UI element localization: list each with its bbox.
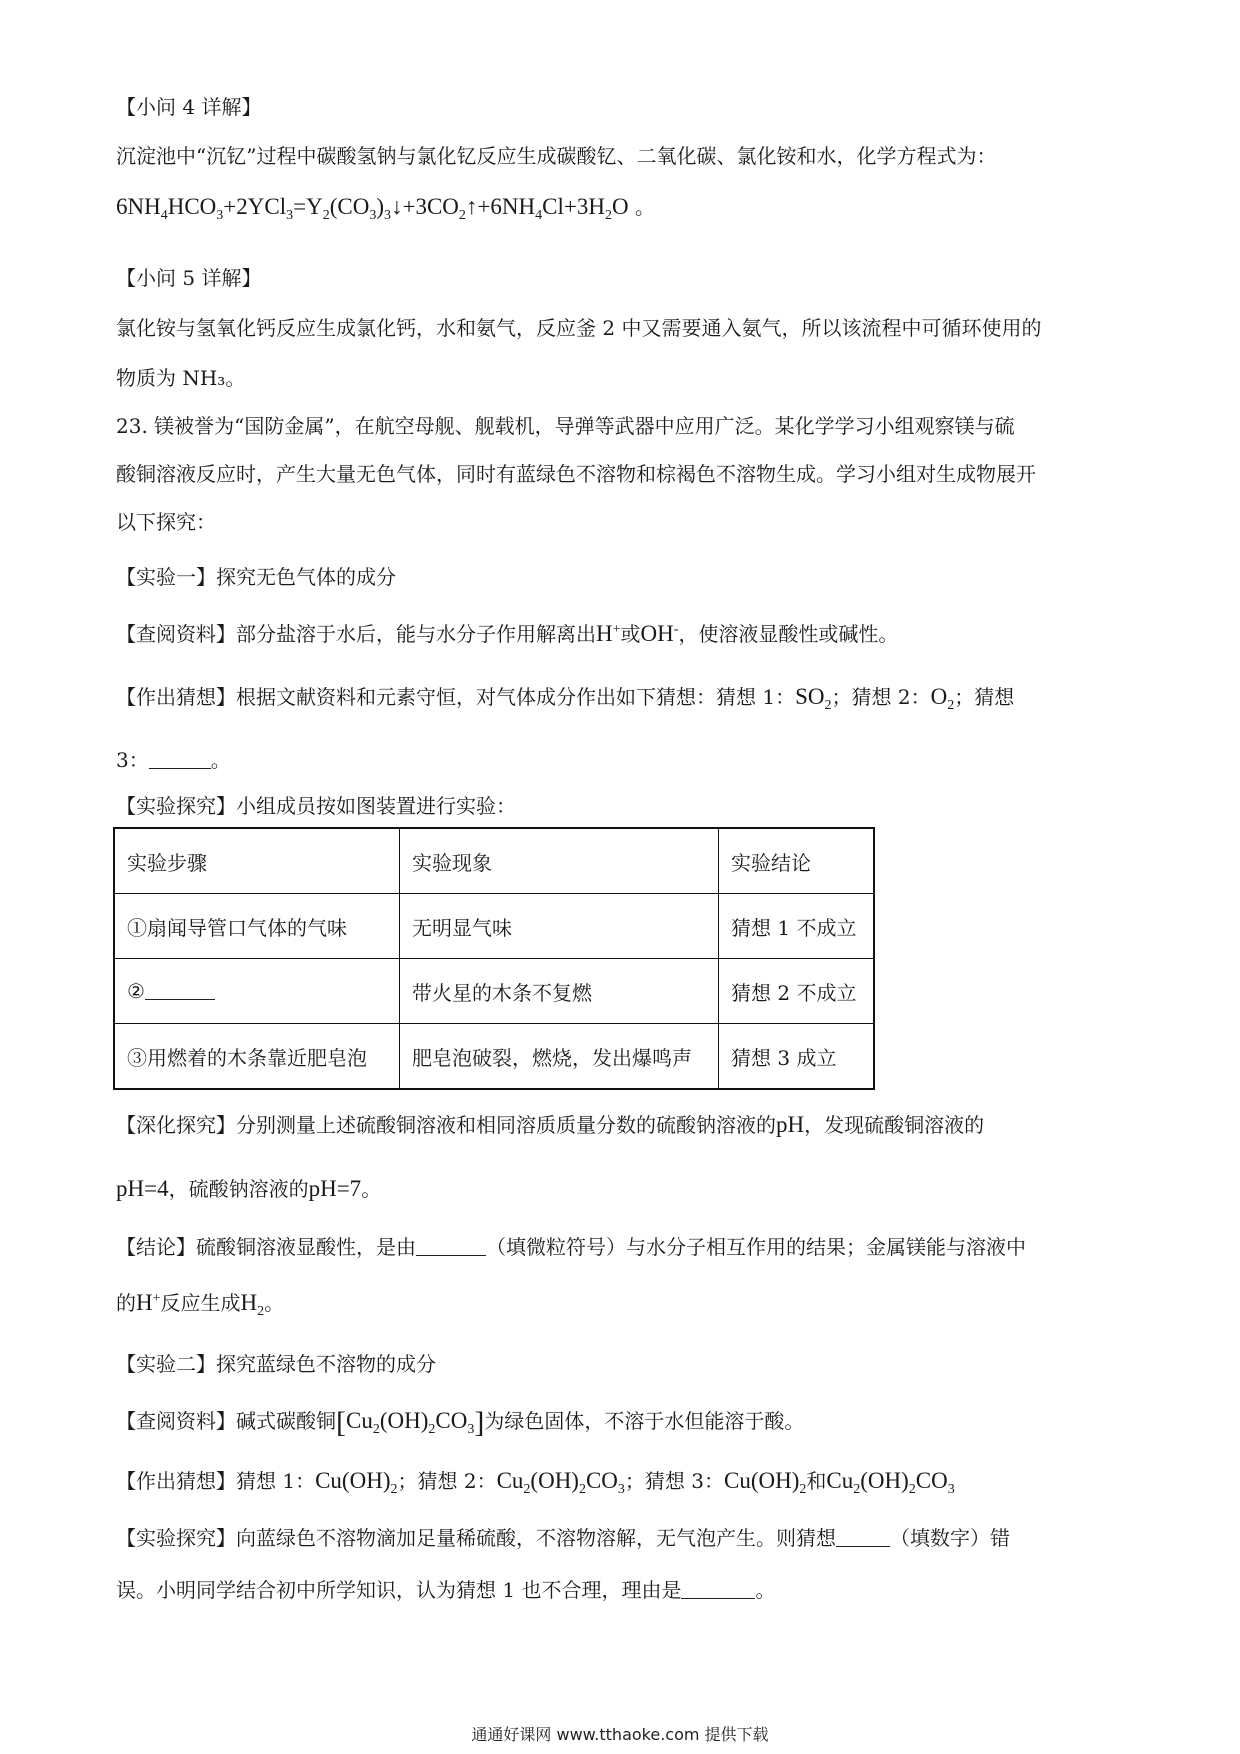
table-cell: ③用燃着的木条靠近肥皂泡 — [114, 1024, 400, 1090]
conclusion-line-1: 【结论】硫酸铜溶液显酸性，是由 （填微粒符号）与水分子相互作用的结果；金属镁能与溶液中 — [116, 1235, 1026, 1259]
deep-line-1: 【深化探究】分别测量上述硫酸铜溶液和相同溶质质量分数的硫酸钠溶液的pH，发现硫酸铜溶液的 — [116, 1112, 985, 1137]
table-cell: 猜想 2 不成立 — [719, 959, 875, 1024]
q23-intro-3: 以下探究： — [116, 510, 216, 534]
table-row — [114, 959, 874, 1024]
sub5-text-2: 物质为 NH₃。 — [116, 366, 246, 390]
exp1-title: 【实验一】探究无色气体的成分 — [116, 565, 396, 589]
guess1-line: 【作出猜想】根据文献资料和元素守恒，对气体成分作出如下猜想：猜想 1：$SO_2$；猜想 2：$O_2$；猜想 — [116, 684, 1015, 713]
table-row — [114, 1024, 874, 1090]
table-cell: 猜想 3 成立 — [719, 1024, 875, 1090]
ref1-line: 【查阅资料】部分盐溶于水后，能与水分子作用解离出H+或OH-，使溶液显酸性或碱性。 — [116, 621, 899, 646]
experiment-table — [113, 827, 875, 1090]
explore2-line-1: 【实验探究】向蓝绿色不溶物滴加足量稀硫酸，不溶物溶解，无气泡产生。则猜想 （填数字）错 — [116, 1526, 1010, 1550]
table-cell: 猜想 1 不成立 — [719, 894, 875, 959]
sub5-text-1: 氯化铵与氢氧化钙反应生成氯化钙，水和氨气，反应釜 2 中又需要通入氨气，所以该流程中可循环使用的 — [116, 316, 1042, 340]
guess2-line: 【作出猜想】猜想 1：$Cu(OH)_2$；猜想 2：$Cu_2(OH)_2CO_3$；猜想 3：$Cu(OH)_2$和$Cu_2(OH)_2CO_3$ — [116, 1468, 955, 1497]
sub4-equation-end: 。 — [634, 195, 655, 219]
table-cell: ①扇闻导管口气体的气味 — [114, 894, 400, 959]
table-cell: 带火星的木条不复燃 — [400, 959, 719, 1024]
sub4-text: 沉淀池中“沉钇”过程中碳酸氢钠与氯化钇反应生成碳酸钇、二氧化碳、氯化铵和水，化学方程式为： — [116, 144, 997, 168]
table-row — [114, 894, 874, 959]
ref2-line: 【查阅资料】碱式碳酸铜$[Cu_2(OH)_2CO_3]$为绿色固体，不溶于水但能溶于酸。 — [116, 1406, 805, 1439]
table-header-cell: 实验结论 — [719, 828, 875, 894]
exp2-title: 【实验二】探究蓝绿色不溶物的成分 — [116, 1352, 436, 1376]
conclusion-line-2: 的H+反应生成$H_2$。 — [116, 1290, 285, 1319]
guess1-line-2: 3： 。 — [116, 748, 231, 772]
guess3-blank[interactable] — [149, 748, 211, 769]
step2-blank[interactable] — [145, 979, 215, 1000]
reason-blank[interactable] — [681, 1578, 755, 1599]
table-header-cell: 实验步骤 — [114, 828, 400, 894]
sub4-equation: $6NH_4HCO_3+2YCl_3=Y_2(CO_3)_3↓+3CO_2↑+6NH_4Cl+3H_2O$ 。 — [116, 194, 655, 223]
explore2-line-2: 误。小明同学结合初中所学知识，认为猜想 1 也不合理，理由是 。 — [116, 1578, 776, 1602]
table-cell: ② — [114, 959, 400, 1024]
table-header-cell: 实验现象 — [400, 828, 719, 894]
explore1-line: 【实验探究】小组成员按如图装置进行实验： — [116, 794, 516, 818]
sub5-header: 【小问 5 详解】 — [116, 266, 262, 290]
guess-number-blank[interactable] — [836, 1526, 890, 1547]
deep-line-2: pH=4，硫酸钠溶液的pH=7。 — [116, 1176, 382, 1201]
table-cell: 无明显气味 — [400, 894, 719, 959]
sub4-header: 【小问 4 详解】 — [116, 95, 262, 119]
q23-intro-2: 酸铜溶液反应时，产生大量无色气体，同时有蓝绿色不溶物和棕褐色不溶物生成。学习小组对生成物展开 — [116, 462, 1036, 486]
table-header-row — [114, 828, 874, 894]
table-cell: 肥皂泡破裂，燃烧，发出爆鸣声 — [400, 1024, 719, 1090]
page-footer: 通通好课网 www.tthaoke.com 提供下载 — [471, 1725, 769, 1744]
q23-intro-1: 23. 镁被誉为“国防金属”，在航空母舰、舰载机，导弹等武器中应用广泛。某化学学习小组观察镁与硫 — [116, 414, 1015, 438]
particle-blank[interactable] — [416, 1235, 486, 1256]
